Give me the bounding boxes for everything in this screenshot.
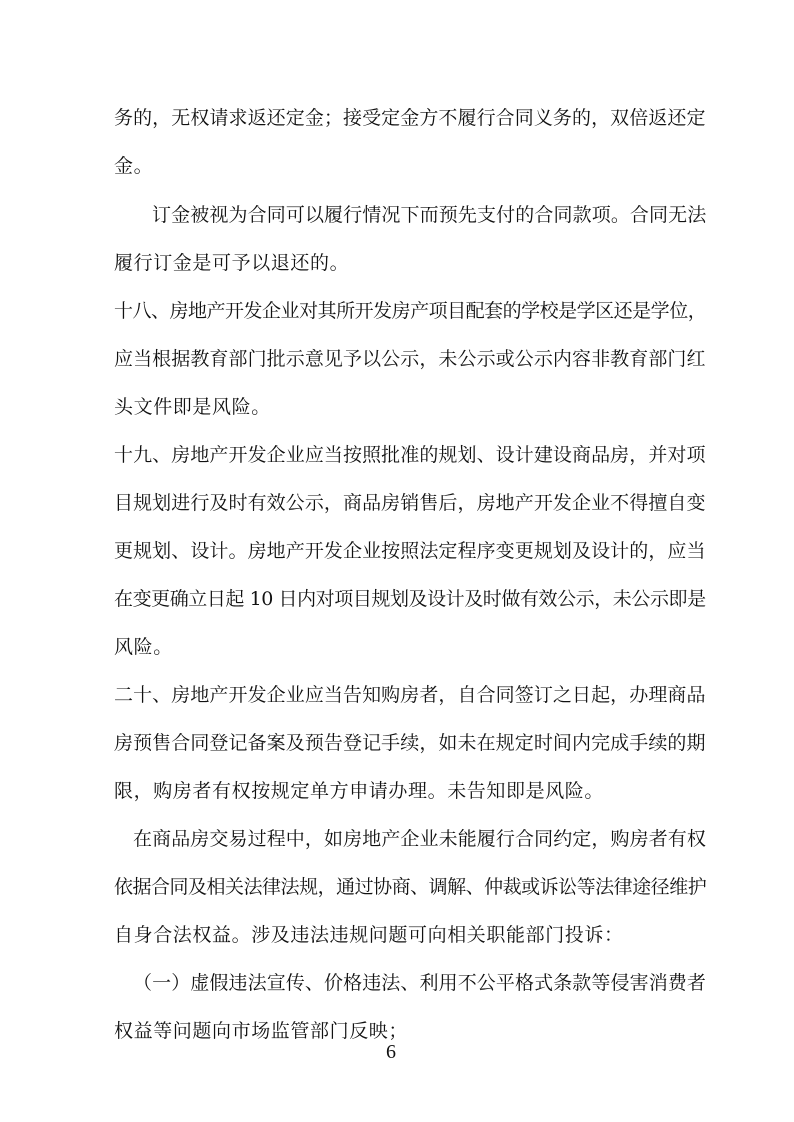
section-heading-line: 十八、房地产开发企业对其所开发房产项目配套的学校是学区还是学位， [114, 300, 707, 322]
text-line: 务的，无权请求返还定金；接受定金方不履行合同义务的，双倍返还定 [114, 107, 706, 129]
page-number: 6 [386, 1041, 396, 1063]
text-line: 应当根据教育部门批示意见予以公示，未公示或公示内容非教育部门红 [114, 348, 706, 370]
list-item-line: （一）虚假违法宣传、价格违法、利用不公平格式条款等侵害消费者 [133, 972, 707, 994]
text-line: 自身合法权益。涉及违法违规问题可向相关职能部门投诉： [114, 924, 624, 946]
text-line: 在变更确立日起 10 日内对项目规划及设计及时做有效公示，未公示即是 [114, 588, 706, 610]
text-line: 权益等问题向市场监管部门反映； [114, 1020, 409, 1042]
section-heading-line: 二十、房地产开发企业应当告知购房者，自合同签订之日起，办理商品 [114, 684, 706, 706]
text-line: 限，购房者有权按规定单方申请办理。未告知即是风险。 [114, 780, 605, 802]
text-line: 在商品房交易过程中，如房地产企业未能履行合同约定，购房者有权 [133, 828, 707, 850]
text-line: 订金被视为合同可以履行情况下而预先支付的合同款项。合同无法 [152, 204, 707, 226]
section-heading-line: 十九、房地产开发企业应当按照批准的规划、设计建设商品房，并对项 [114, 444, 706, 466]
text-line: 目规划进行及时有效公示，商品房销售后，房地产开发企业不得擅自变 [114, 492, 706, 514]
text-line: 头文件即是风险。 [114, 396, 271, 418]
text-line: 依据合同及相关法律法规，通过协商、调解、仲裁或诉讼等法律途径维护 [114, 876, 707, 898]
text-line: 风险。 [114, 636, 173, 658]
text-line: 房预售合同登记备案及预告登记手续，如未在规定时间内完成手续的期 [114, 732, 706, 754]
text-line: 履行订金是可予以退还的。 [114, 252, 350, 274]
text-line: 更规划、设计。房地产开发企业按照法定程序变更规划及设计的，应当 [114, 540, 706, 562]
text-line: 金。 [114, 155, 154, 177]
